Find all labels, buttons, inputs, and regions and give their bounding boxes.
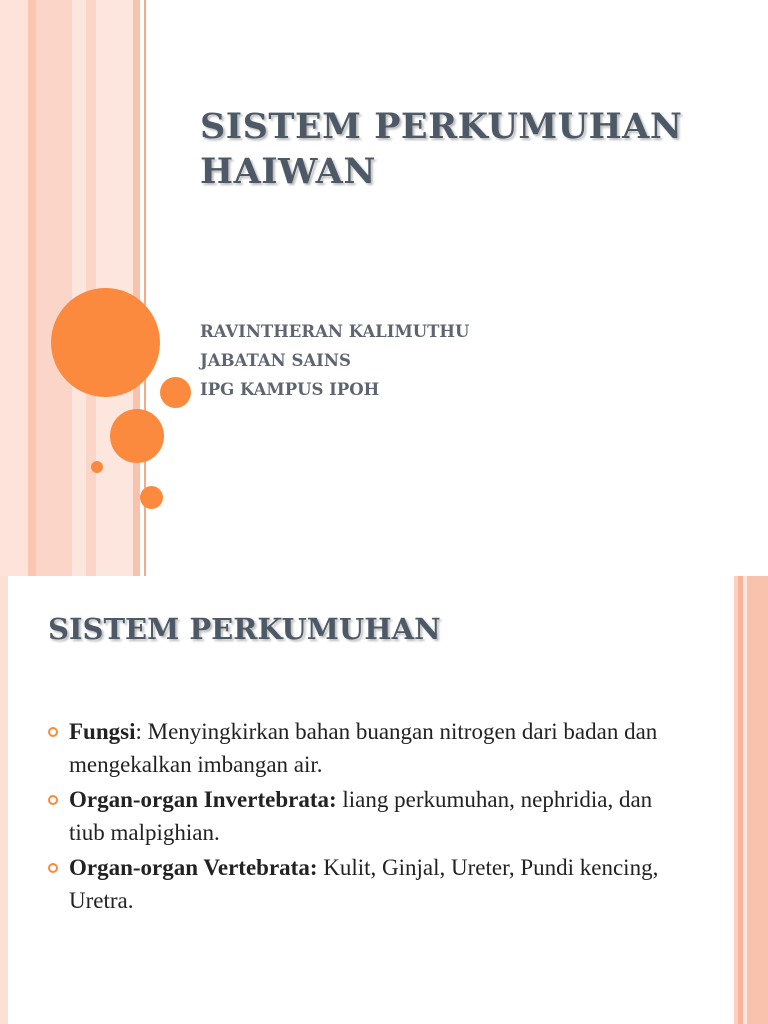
decorative-stripe — [28, 0, 36, 576]
tiny-orange-circle — [91, 461, 103, 473]
ring-bullet-icon — [48, 727, 58, 737]
slide-title: SISTEM PERKUMUHAN HAIWAN — [200, 106, 683, 192]
bullet-text: liang perkumuhan, nephridia, dan tiub malpighian. — [69, 787, 653, 845]
bullet-heading: Organ-organ Invertebrata: — [69, 787, 337, 812]
decorative-stripe — [72, 0, 86, 576]
small-orange-circle — [160, 377, 191, 408]
list-item — [48, 716, 688, 781]
medium-orange-circle — [110, 409, 164, 463]
ring-bullet-icon — [48, 863, 58, 873]
institution-name: IPG KAMPUS IPOH — [200, 380, 380, 399]
department-name: JABATAN SAINS — [200, 351, 351, 370]
decorative-stripe — [747, 576, 768, 1024]
list-item — [48, 852, 688, 917]
decorative-stripe — [133, 0, 140, 576]
bullet-list — [48, 716, 688, 920]
large-orange-circle — [51, 288, 160, 397]
decorative-stripe — [0, 576, 8, 1024]
bullet-text: : Menyingkirkan bahan buangan nitrogen dari badan dan mengekalkan imbangan air. — [69, 719, 658, 777]
slide-subtitle — [200, 317, 469, 404]
bullet-text: Kulit, Ginjal, Ureter, Pundi kencing, Uretra. — [69, 855, 659, 913]
decorative-stripe — [36, 0, 72, 576]
bullet-heading: Fungsi — [69, 719, 136, 744]
small-orange-circle — [140, 486, 163, 509]
ring-bullet-icon — [48, 795, 58, 805]
content-slide — [0, 576, 768, 1024]
bullet-heading: Organ-organ Vertebrata: — [69, 855, 318, 880]
author-name: RAVINTHERAN KALIMUTHU — [200, 322, 470, 341]
slide-title: SISTEM PERKUMUHAN — [48, 612, 441, 646]
decorative-stripe — [0, 0, 28, 576]
list-item — [48, 784, 688, 849]
